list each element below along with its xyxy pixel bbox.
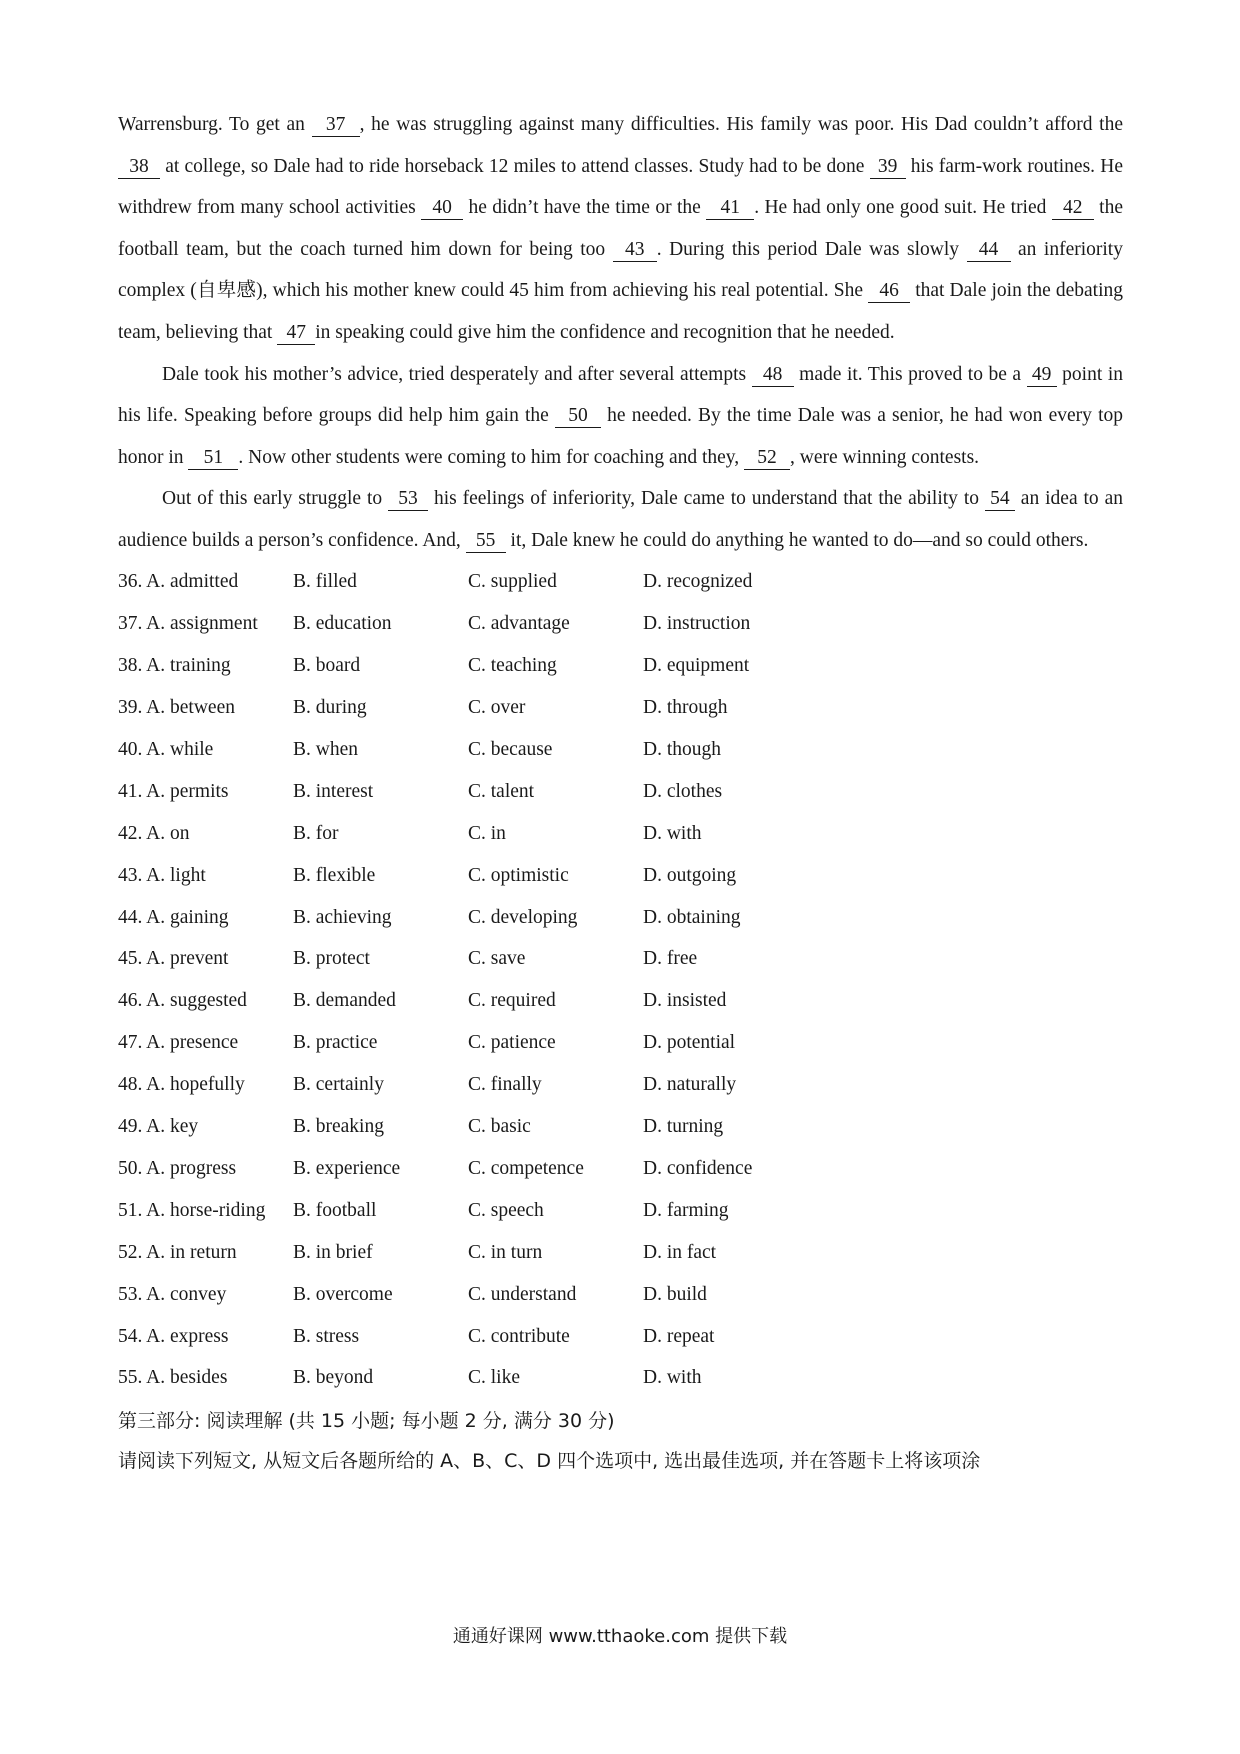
- blank-38: 38: [118, 156, 160, 179]
- option-choice: B. certainly: [293, 1074, 384, 1096]
- option-choice: D. turning: [643, 1116, 724, 1138]
- option-row: [118, 562, 1123, 604]
- option-choice: 40. A. while: [118, 739, 214, 761]
- blank-47: 47: [277, 322, 315, 345]
- option-choice: D. clothes: [643, 780, 723, 802]
- option-choice: C. advantage: [468, 613, 570, 635]
- option-choice: C. save: [468, 948, 526, 970]
- passage-text: made it. This proved to be a: [793, 363, 1027, 385]
- option-choice: C. patience: [468, 1032, 556, 1054]
- option-choice: C. finally: [468, 1074, 542, 1096]
- option-row: [118, 1064, 1123, 1106]
- option-choice: D. naturally: [643, 1074, 737, 1096]
- exam-page: [118, 104, 1123, 1481]
- blank-44: 44: [967, 239, 1011, 262]
- option-choice: C. speech: [468, 1199, 544, 1221]
- passage-text: point in his life. Speaking before groups did help him gain the: [118, 363, 1123, 427]
- option-choice: B. stress: [293, 1325, 360, 1347]
- passage-text: that Dale join the debating team, believing that: [118, 280, 1123, 343]
- option-choice: B. demanded: [293, 990, 396, 1012]
- option-choice: B. beyond: [293, 1367, 374, 1389]
- blank-40: 40: [421, 197, 463, 220]
- option-row: [118, 1190, 1123, 1232]
- passage-text: in speaking could give him the confidence and recognition that he needed.: [315, 321, 895, 343]
- option-choice: 46. A. suggested: [118, 990, 247, 1012]
- blank-42: 42: [1052, 197, 1094, 220]
- option-choice: 36. A. admitted: [118, 571, 239, 593]
- option-row: [118, 813, 1123, 855]
- option-choice: 49. A. key: [118, 1116, 199, 1138]
- option-choice: 47. A. presence: [118, 1032, 239, 1054]
- passage-text: he needed. By the time Dale was a senior, he had won every top honor in: [118, 405, 1123, 468]
- option-choice: 48. A. hopefully: [118, 1074, 245, 1096]
- option-choice: C. in turn: [468, 1241, 543, 1263]
- option-choice: D. with: [643, 822, 702, 844]
- option-choice: C. contribute: [468, 1325, 570, 1347]
- blank-54: 54: [985, 488, 1015, 511]
- option-choice: 43. A. light: [118, 864, 206, 886]
- option-choice: D. instruction: [643, 613, 751, 635]
- blank-37: 37: [312, 114, 360, 137]
- option-choice: D. in fact: [643, 1241, 717, 1263]
- passage-text: it, Dale knew he could do anything he wanted to do—and so could others.: [505, 529, 1089, 551]
- option-choice: C. supplied: [468, 571, 557, 593]
- option-choice: C. required: [468, 990, 556, 1012]
- option-choice: 42. A. on: [118, 822, 190, 844]
- option-choice: C. talent: [468, 780, 535, 802]
- passage-text: Warrensburg. To get an: [118, 114, 312, 135]
- option-choice: B. flexible: [293, 864, 376, 886]
- option-choice: D. through: [643, 697, 728, 719]
- option-choice: 51. A. horse-riding: [118, 1199, 266, 1221]
- option-choice: C. over: [468, 697, 526, 719]
- passage-text: the football team, but the coach turned him down for being too: [118, 197, 1123, 260]
- passage-paragraph-1: [118, 104, 1123, 354]
- option-choice: 38. A. training: [118, 655, 231, 677]
- option-choice: C. like: [468, 1367, 520, 1389]
- option-row: [118, 771, 1123, 813]
- option-choice: 44. A. gaining: [118, 906, 229, 928]
- option-row: [118, 1274, 1123, 1316]
- option-choice: 55. A. besides: [118, 1367, 228, 1389]
- passage-text: Out of this early struggle to: [162, 488, 389, 510]
- passage-text: . He had only one good suit. He tried: [754, 197, 1052, 219]
- passage-text: an inferiority complex (自卑感), which his mother knew could 45 him from achieving his real potential. She: [118, 238, 1123, 302]
- option-choice: D. recognized: [643, 571, 753, 593]
- option-choice: C. because: [468, 739, 553, 761]
- option-row: [118, 939, 1123, 981]
- option-row: [118, 1232, 1123, 1274]
- option-row: [118, 1316, 1123, 1358]
- option-choice: 50. A. progress: [118, 1157, 237, 1179]
- section-heading: 第三部分: 阅读理解 (共 15 小题; 每小题 2 分, 满分 30 分): [118, 1410, 615, 1433]
- passage-text: , were winning contests.: [790, 446, 980, 468]
- option-choice: D. outgoing: [643, 864, 737, 886]
- blank-41: 41: [706, 197, 754, 220]
- option-choice: D. farming: [643, 1199, 729, 1221]
- option-choice: D. repeat: [643, 1325, 715, 1347]
- option-row: [118, 1022, 1123, 1064]
- option-choice: C. developing: [468, 906, 578, 928]
- option-choice: D. insisted: [643, 990, 727, 1012]
- option-choice: D. obtaining: [643, 906, 741, 928]
- option-choice: B. filled: [293, 571, 357, 593]
- option-row: [118, 897, 1123, 939]
- option-row: [118, 687, 1123, 729]
- passage-text: his feelings of inferiority, Dale came to understand that the ability to: [428, 488, 985, 510]
- option-choice: D. free: [643, 948, 698, 970]
- passage-paragraph-3: [118, 478, 1123, 561]
- option-choice: B. interest: [293, 780, 374, 802]
- option-choice: 39. A. between: [118, 697, 235, 719]
- option-choice: 52. A. in return: [118, 1241, 237, 1263]
- blank-43: 43: [613, 239, 657, 262]
- option-choice: 45. A. prevent: [118, 948, 229, 970]
- option-choice: B. breaking: [293, 1116, 384, 1138]
- passage-text: his farm-work routines. He withdrew from many school activities: [118, 155, 1123, 219]
- option-choice: C. understand: [468, 1283, 577, 1305]
- option-choice: B. education: [293, 613, 392, 635]
- option-choice: C. competence: [468, 1157, 584, 1179]
- passage-text: . During this period Dale was slowly: [656, 238, 967, 260]
- option-choice: B. football: [293, 1199, 377, 1221]
- option-choice: B. overcome: [293, 1283, 393, 1305]
- option-choice: D. potential: [643, 1032, 736, 1054]
- option-choice: C. optimistic: [468, 864, 569, 886]
- option-row: [118, 1148, 1123, 1190]
- blank-52: 52: [744, 447, 790, 470]
- option-choice: D. equipment: [643, 655, 750, 677]
- passage-text: . Now other students were coming to him for coaching and they,: [238, 446, 745, 468]
- blank-50: 50: [555, 405, 601, 428]
- blank-48: 48: [752, 364, 794, 387]
- option-row: [118, 855, 1123, 897]
- blank-39: 39: [870, 156, 906, 179]
- blank-51: 51: [188, 447, 238, 470]
- option-choice: 53. A. convey: [118, 1283, 227, 1305]
- option-choice: B. in brief: [293, 1241, 373, 1263]
- passage-paragraph-2: [118, 354, 1123, 479]
- option-choice: B. experience: [293, 1157, 401, 1179]
- option-choice: C. in: [468, 822, 506, 844]
- passage-text: , he was struggling against many difficulties. His family was poor. His Dad couldn’t afford the: [359, 114, 1124, 135]
- option-choice: D. with: [643, 1367, 702, 1389]
- option-row: [118, 980, 1123, 1022]
- section-instruction: 请阅读下列短文, 从短文后各题所给的 A、B、C、D 四个选项中, 选出最佳选项, 并在答题卡上将该项涂: [118, 1450, 981, 1473]
- option-choice: B. board: [293, 655, 361, 677]
- option-choice: 41. A. permits: [118, 780, 229, 802]
- option-row: [118, 729, 1123, 771]
- blank-53: 53: [388, 488, 428, 511]
- page-footer: 通通好课网 www.tthaoke.com 提供下载: [452, 1626, 788, 1647]
- option-choice: D. build: [643, 1283, 707, 1305]
- option-choice: B. when: [293, 739, 358, 761]
- option-row: [118, 603, 1123, 645]
- passage-text: he didn’t have the time or the: [463, 197, 707, 219]
- option-choice: B. during: [293, 697, 367, 719]
- option-row: [118, 1106, 1123, 1148]
- option-choice: C. teaching: [468, 655, 557, 677]
- option-row: [118, 1357, 1123, 1399]
- blank-49: 49: [1027, 364, 1057, 387]
- options-list: [118, 562, 1123, 1400]
- passage-text: an idea to an audience builds a person’s confidence. And,: [118, 488, 1123, 551]
- passage-text: Dale took his mother’s advice, tried desperately and after several attempts: [162, 363, 752, 385]
- option-choice: B. achieving: [293, 906, 392, 928]
- option-choice: B. practice: [293, 1032, 378, 1054]
- option-row: [118, 645, 1123, 687]
- option-choice: 37. A. assignment: [118, 613, 258, 635]
- option-choice: D. though: [643, 739, 721, 761]
- passage-text: at college, so Dale had to ride horseback 12 miles to attend classes. Study had to be done: [160, 155, 870, 177]
- option-choice: 54. A. express: [118, 1325, 229, 1347]
- option-choice: D. confidence: [643, 1157, 753, 1179]
- option-choice: B. protect: [293, 948, 370, 970]
- blank-46: 46: [868, 280, 910, 303]
- option-choice: C. basic: [468, 1116, 531, 1138]
- option-choice: B. for: [293, 822, 339, 844]
- blank-55: 55: [466, 530, 506, 553]
